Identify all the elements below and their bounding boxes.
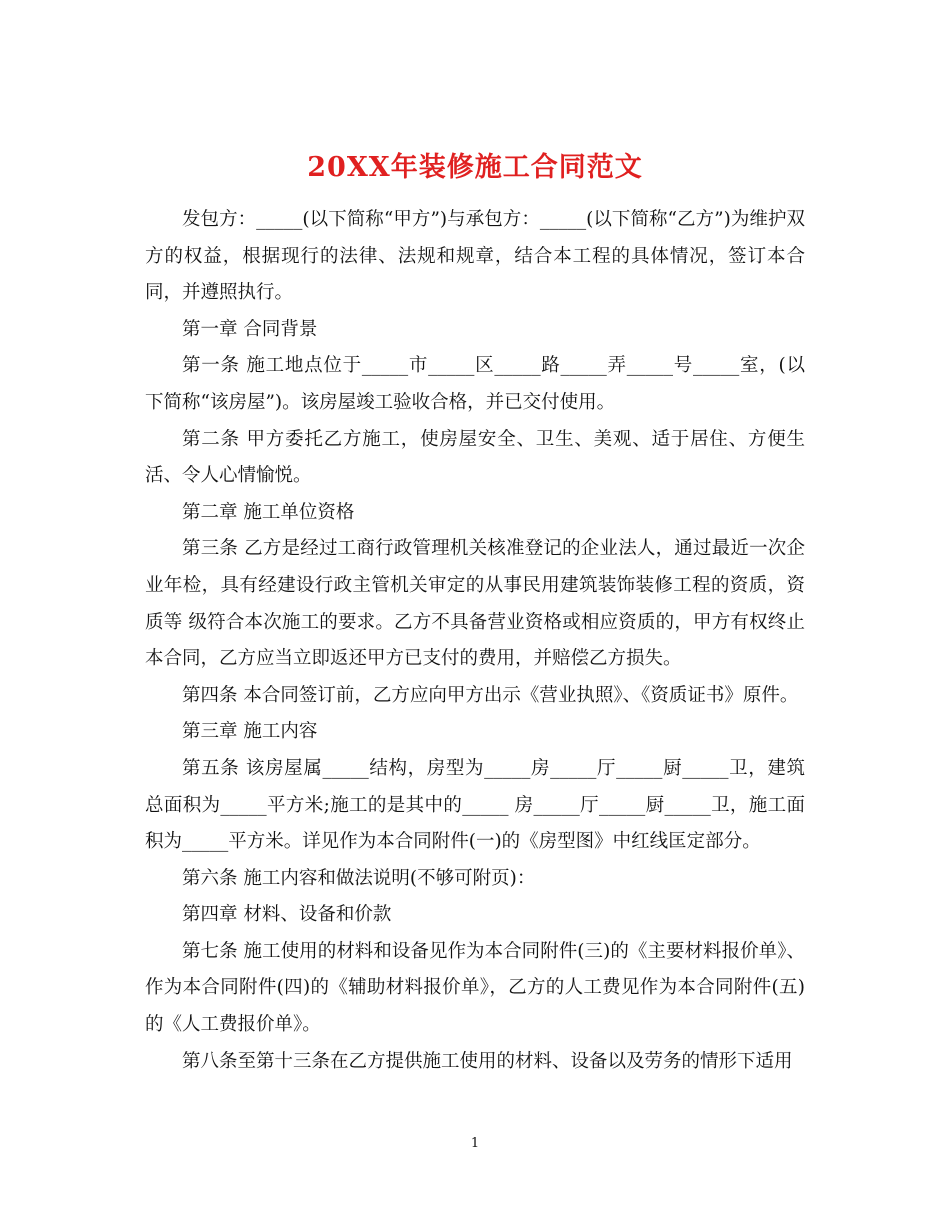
article-5: 第五条 该房屋属_____结构，房型为_____房_____厅_____厨_____卫，建筑总面积为_____平方米;施工的是其中的_____ 房_____厅_____厨_____卫，施工面积为_____平方米。详见作为本合同附件(一)的《房型图》中红线匡定部分。 xyxy=(145,757,805,853)
article-4: 第四条 本合同签订前，乙方应向甲方出示《营业执照》、《资质证书》原件。 xyxy=(182,684,799,706)
chapter-heading-4: 第四章 材料、设备和价款 xyxy=(182,904,392,926)
chapter-heading-3: 第三章 施工内容 xyxy=(182,721,318,743)
article-1: 第一条 施工地点位于_____市_____区_____路_____弄_____号_____室，(以下简称“该房屋”)。该房屋竣工验收合格，并已交付使用。 xyxy=(145,355,805,413)
article-7: 第七条 施工使用的材料和设备见作为本合同附件(三)的《主要材料报价单》、作为本合同附件(四)的《辅助材料报价单》，乙方的人工费见作为本合同附件(五)的《人工费报价单》。 xyxy=(145,940,805,1036)
page-number: 1 xyxy=(470,1136,480,1151)
article-3: 第三条 乙方是经过工商行政管理机关核准登记的企业法人，通过最近一次企业年检，具有经建设行政主管机关审定的从事民用建筑装饰装修工程的资质，资质等 级符合本次施工的要求。乙方不具备营业资格或相应资质的，甲方有权终止本合同，乙方应当立即返还甲方已支付的费用，并赔偿乙方损失。 xyxy=(145,538,805,670)
article-8-partial: 第八条至第十三条在乙方提供施工使用的材料、设备以及劳务的情形下适用 xyxy=(182,1050,793,1072)
paragraph-intro: 发包方：_____(以下简称“甲方”)与承包方：_____(以下简称“乙方”)为维护双方的权益，根据现行的法律、法规和规章，结合本工程的具体情况，签订本合同，并遵照执行。 xyxy=(145,209,805,304)
article-6: 第六条 施工内容和做法说明(不够可附页)： xyxy=(182,867,536,889)
chapter-heading-1: 第一章 合同背景 xyxy=(182,318,318,340)
document-title: 20XX年装修施工合同范文 xyxy=(307,152,643,184)
chapter-heading-2: 第二章 施工单位资格 xyxy=(182,501,355,523)
article-2: 第二条 甲方委托乙方施工，使房屋安全、卫生、美观、适于居住、方便生活、令人心情愉悦。 xyxy=(145,428,805,487)
document-body xyxy=(145,202,805,1080)
